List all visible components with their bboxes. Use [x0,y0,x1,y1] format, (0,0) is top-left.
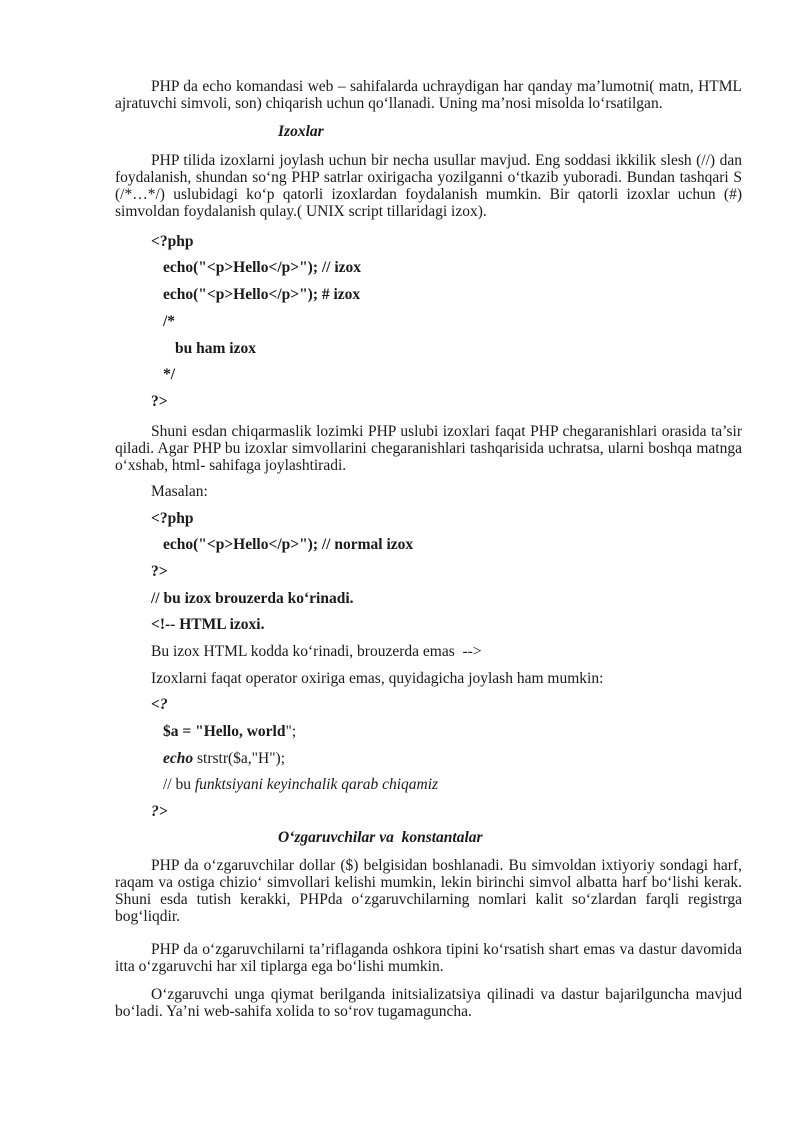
variables-paragraph-1: PHP da o‘zgaruvchilar dollar ($) belgisidan boshlanadi. Bu simvoldan ixtiyoriy sondagi harf, raqam va ostiga chizio‘ simvollari kelishi mumkin, lekin birinchi simvol albatta harf bo‘lishi kerak. Shuni esda tutish kerakki, PHPda o‘zgaruvchilarning nomlari kalit so‘zlardan farqli registrga bog‘liqdir. [115,857,742,925]
code1-echo-hash-comment: echo("<p>Hello</p>"); # izox [163,286,361,303]
code2-close-tag: ?> [151,563,168,580]
variables-paragraph-3: O‘zgaruvchi unga qiymat berilganda initsializatsiya qilinadi va dastur bajarilguncha mavjud bo‘ladi. Ya’ni web-sahifa xolida to so‘rov tugamaguncha. [115,986,742,1020]
code2-html-comment: <!-- HTML izoxi. [151,616,265,633]
code3-echo-keyword: echo [163,750,194,767]
code3-close-tag: ?> [151,803,168,820]
code1-block-comment-end: */ [163,366,176,383]
code2-html-comment-tail: Bu izox HTML kodda ko‘rinadi, brouzerda emas --> [151,643,482,660]
code1-block-comment-start: /* [163,313,176,330]
note-paragraph: Shuni esdan chiqarmaslik lozimki PHP uslubi izoxlari faqat PHP chegaranishlari orasida ta’sir qiladi. Agar PHP bu izoxlar simvollarini chegaranishlari tashqarisida uchratsa, ularni boshqa matnga o‘xshab, html- sahifaga joylashtiradi. [115,423,742,474]
variables-paragraph-2: PHP da o‘zgaruvchilarni ta’riflaganda oshkora tipini ko‘rsatish shart emas va dastur davomida itta o‘zgaruvchi har xil tiplarga ega bo‘lishi mumkin. [115,941,742,975]
code1-close-tag: ?> [151,393,168,410]
code1-echo-slash-comment: echo("<p>Hello</p>"); // izox [163,259,362,276]
code3-open-tag: <? [151,696,168,713]
code3-assign-end: "; [285,723,297,740]
comments-paragraph: PHP tilida izoxlarni joylash uchun bir necha usullar mavjud. Eng soddasi ikkilik slesh (//) dan foydalanish, shundan so‘ng PHP satrlar oxirigacha yozilganni o‘tkazib yuboradi. Bundan tashqari S (/*…*/) uslubidagi ko‘p qatorli izoxlardan foydalanish mumkin. Bir qatorli izoxlar uchun (#) simvoldan foydalanish qulay.( UNIX script tillaridagi izox). [115,152,742,220]
example-label: Masalan: [151,483,208,500]
intro-paragraph: PHP da echo komandasi web – sahifalarda uchraydigan har qanday ma’lumotni( matn, HTML ajratuvchi simvoli, son) chiqarish uchun qo‘llanadi. Uning ma’nosi misolda lo‘rsatilgan. [115,78,742,112]
code3-comment-text: funktsiyani keyinchalik qarab chiqamiz [194,776,439,793]
code3-assignment [163,723,296,740]
code1-block-comment-body: bu ham izox [175,340,256,357]
code3-comment-line [163,776,438,793]
code1-open-tag: <?php [151,233,194,250]
code3-echo-rest: strstr($a,"H"); [193,750,285,767]
code3-echo-line [163,750,285,767]
code2-open-tag: <?php [151,510,194,527]
heading-comments: Izoxlar [278,123,324,140]
code3-comment-prefix: // bu [163,776,195,793]
code2-echo-line: echo("<p>Hello</p>"); // normal izox [163,536,414,553]
placement-paragraph: Izoxlarni faqat operator oxiriga emas, quyidagicha joylash ham mumkin: [151,670,604,687]
code3-assign-var: $a = "Hello, world [163,723,286,740]
code2-browser-comment: // bu izox brouzerda ko‘rinadi. [151,590,354,607]
heading-variables: O‘zgaruvchilar va konstantalar [278,829,483,846]
